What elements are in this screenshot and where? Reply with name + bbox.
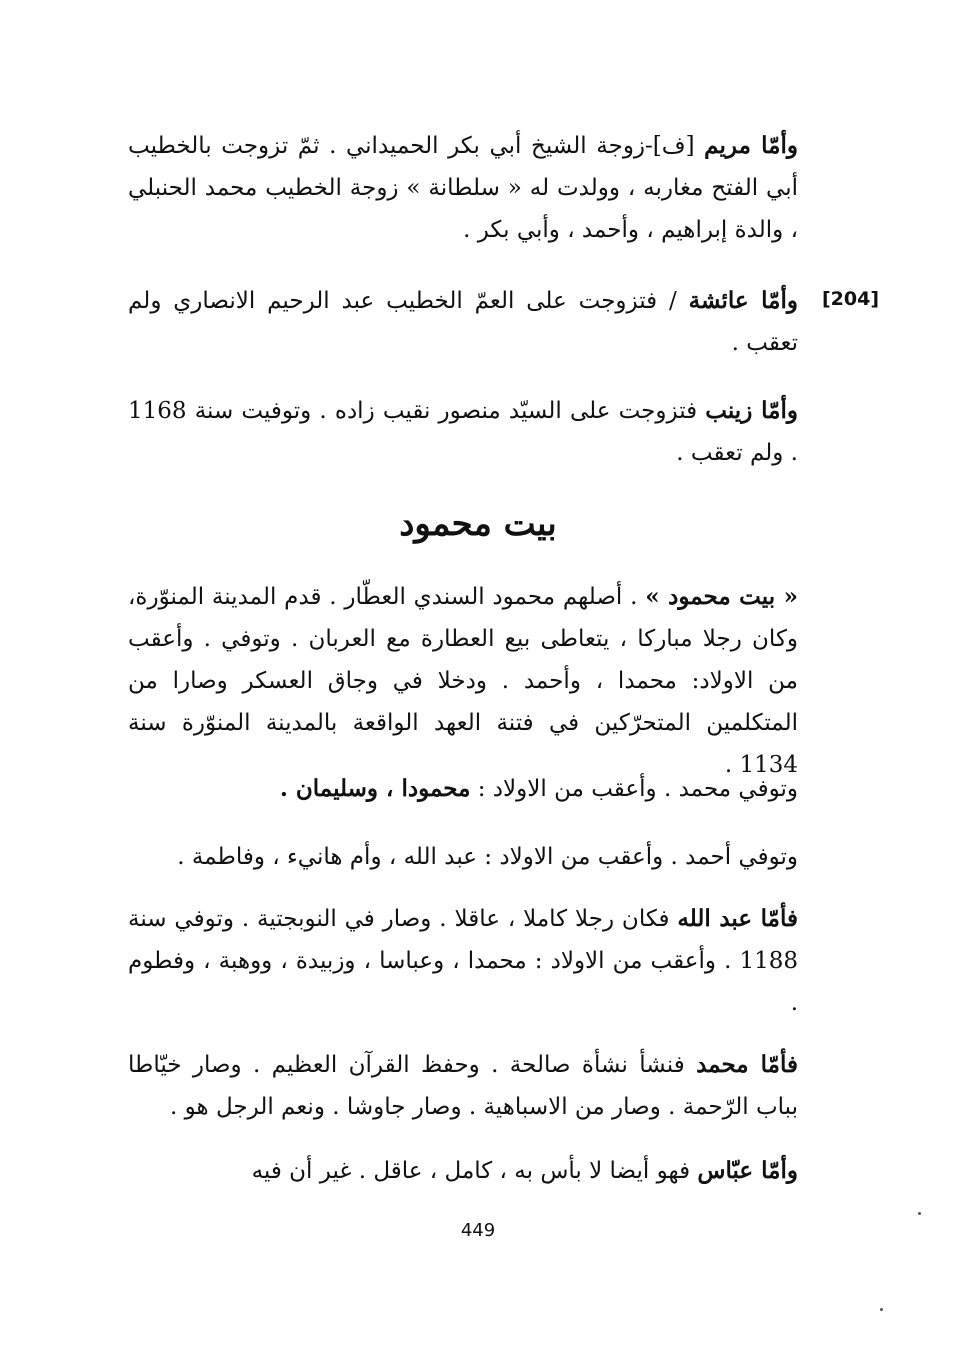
paragraph-text: فهو أيضا لا بأس به ، كامل ، عاقل . غير أن فيه [251,1158,698,1184]
paragraph-text: / فتزوجت على العمّ الخطيب عبد الرحيم الانصاري ولم تعقب . [128,288,798,356]
paragraph-tail: محمودا ، وسليمان . [279,775,471,802]
page-number: 449 [460,1220,496,1241]
paragraph-ahmad-death [128,836,798,878]
paragraph-lead: فأمّا محمد [696,1051,799,1078]
paragraph-text: وتوفي محمد . وأعقب من الاولاد : [470,776,798,802]
section-heading: بيت محمود [399,504,557,544]
paragraph-text: فنشأ نشأة صالحة . وحفظ القرآن العظيم . وصار خيّاطا بباب الرّحمة . وصار من الاسباهية . وصار جاوشا . ونعم الرجل هو . [128,1052,798,1120]
paragraph-aisha [128,280,798,364]
paragraph-lead: « بيت محمود » [645,583,798,610]
paragraph-text: . أصلهم محمود السندي العطّار . قدم المدينة المنوّرة، وكان رجلا مباركا ، يتعاطى بيع العطارة مع العربان . وتوفي . وأعقب من الاولاد: محمدا ، وأحمد . ودخلا في وجاق العسكر وصارا من المتكلمين المتحرّكين في فتنة العهد الواقعة بالمدينة المنوّرة سنة 1134 . [128,584,798,778]
scan-speck [918,1212,921,1215]
margin-marker: [204] [822,288,880,310]
scan-speck [880,1308,883,1311]
paragraph-lead: وأمّا زينب [705,397,798,424]
paragraph-muhammad [128,1044,798,1128]
paragraph-text: وتوفي أحمد . وأعقب من الاولاد : عبد الله ، وأم هانيء ، وفاطمة . [177,844,798,870]
paragraph-maryam [128,125,798,251]
paragraph-text: [ف]-زوجة الشيخ أبي بكر الحميداني . ثمّ تزوجت بالخطيب أبي الفتح مغاربه ، وولدت له « سلطانة » زوجة الخطيب محمد الحنبلي ، والدة إبراهيم ، وأحمد ، وأبي بكر . [128,133,798,243]
paragraph-text: فتزوجت على السيّد منصور نقيب زاده . وتوفيت سنة 1168 . ولم تعقب . [128,398,798,466]
paragraph-lead: فأمّا عبد الله [677,905,798,932]
paragraph-lead: وأمّا عائشة [688,287,798,314]
paragraph-zaynab [128,390,798,474]
paragraph-lead: وأمّا عبّاس [697,1157,798,1184]
paragraph-abdullah [128,898,798,1024]
paragraph-abbas [128,1150,798,1192]
paragraph-lead: وأمّا مريم [704,132,798,159]
paragraph-text: فكان رجلا كاملا ، عاقلا . وصار في النوبجتية . وتوفي سنة 1188 . وأعقب من الاولاد : محمدا ، وعباسا ، وزبيدة ، ووهبة ، وفطوم . [128,906,798,1016]
paragraph-bayt-mahmud [128,576,798,786]
paragraph-muhammad-death [128,768,798,810]
